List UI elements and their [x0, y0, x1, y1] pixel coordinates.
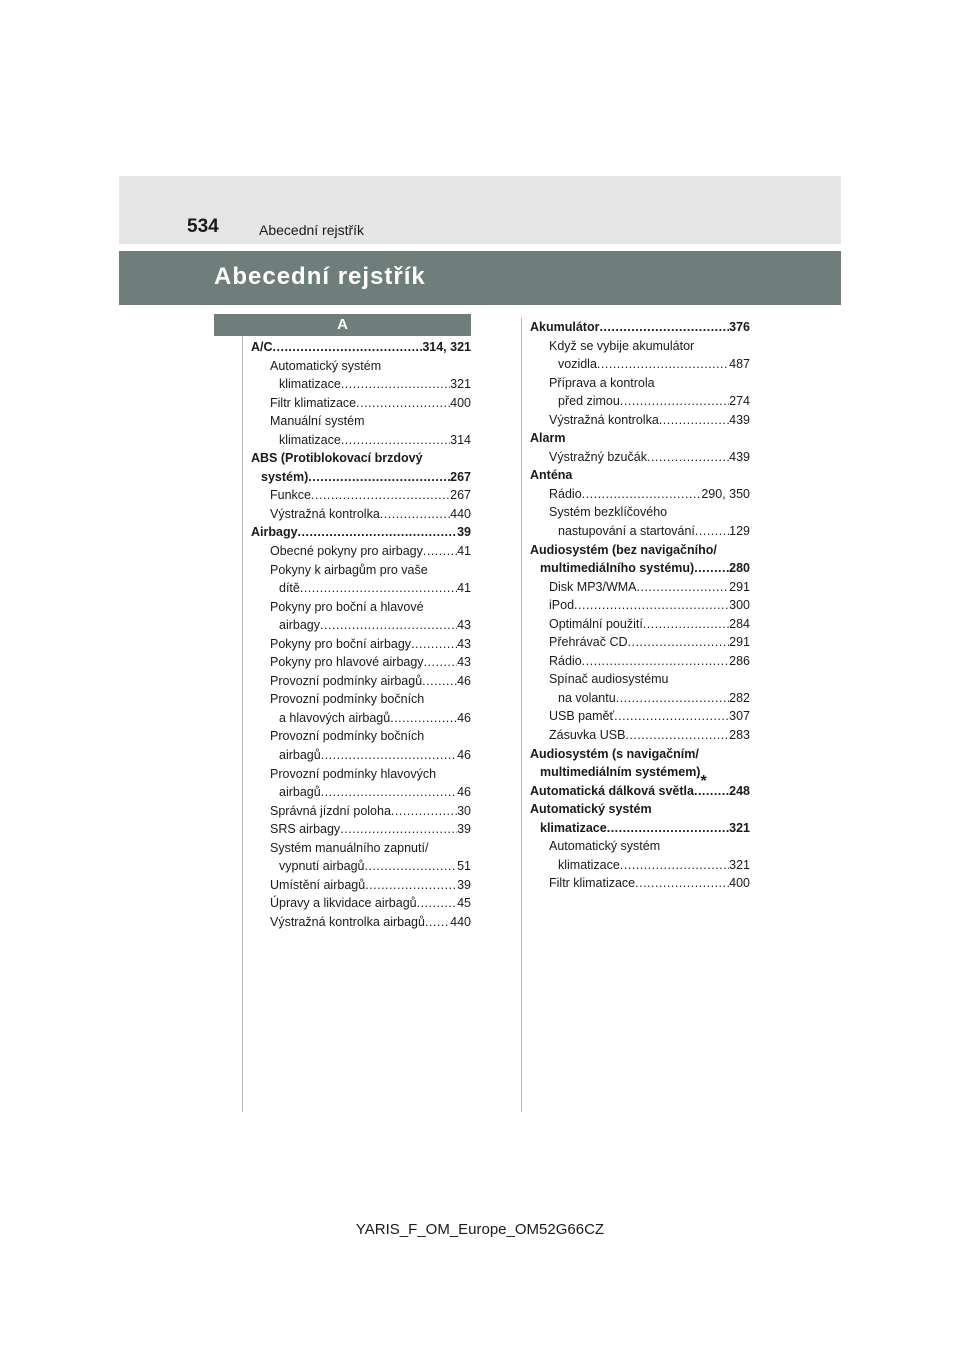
- entry-text: Automatický systém: [549, 839, 661, 854]
- dot-leader: [574, 596, 729, 615]
- entry-page-number: 39: [457, 525, 471, 540]
- entry-page-number: 280: [729, 561, 750, 576]
- dot-leader: [620, 856, 729, 875]
- index-entry: [251, 876, 471, 895]
- letter-heading: A: [337, 316, 348, 333]
- entry-text: airbagy: [279, 618, 320, 633]
- entry-text: ABS (Protiblokovací brzdový: [251, 451, 423, 466]
- index-entry: [251, 672, 471, 691]
- entry-text: Provozní podmínky bočních: [270, 729, 425, 744]
- entry-text: multimediálním systémem): [540, 765, 701, 780]
- index-entry-label: [530, 466, 750, 485]
- entry-page-number: 267: [450, 469, 471, 484]
- entry-text: Akumulátor: [530, 320, 600, 334]
- entry-page-number: 46: [457, 673, 471, 688]
- entry-text: Zásuvka USB: [549, 728, 626, 743]
- entry-page-number: 282: [729, 690, 750, 705]
- dot-leader: [298, 523, 458, 542]
- dot-leader: [364, 857, 457, 876]
- dot-leader: [616, 689, 729, 708]
- index-entry: [251, 394, 471, 413]
- entry-page-number: 30: [457, 803, 471, 818]
- entry-page-number: 43: [457, 655, 471, 670]
- index-entry: [251, 375, 471, 394]
- entry-text: Pokyny pro boční a hlavové: [270, 599, 424, 614]
- entry-text: iPod: [549, 598, 575, 613]
- index-entry-label: [530, 800, 750, 819]
- dot-leader: [411, 635, 457, 654]
- index-entry: [530, 522, 750, 541]
- index-entry: [251, 338, 471, 357]
- dot-leader: [390, 709, 457, 728]
- entry-page-number: 400: [450, 395, 471, 410]
- entry-text: Audiosystém (bez navigačního/: [530, 542, 717, 557]
- index-entry: [251, 802, 471, 821]
- index-entry: [251, 709, 471, 728]
- entry-text: Automatická dálková světla: [530, 783, 694, 798]
- index-entry-label: multimediálním systémem) *: [540, 765, 707, 790]
- dot-leader: [607, 819, 729, 838]
- entry-text: Audiosystém (s navigačním/: [530, 746, 699, 761]
- index-entry: [530, 726, 750, 745]
- index-entry: [251, 579, 471, 598]
- index-entry: [251, 913, 471, 932]
- index-entry: [530, 411, 750, 430]
- entry-text: Airbagy: [251, 525, 298, 540]
- document-code: YARIS_F_OM_Europe_OM52G66CZ: [355, 1221, 605, 1238]
- entry-text: nastupování a startování: [558, 524, 695, 539]
- entry-text: Systém bezklíčového: [549, 505, 668, 520]
- entry-text: Pokyny k airbagům pro vaše: [270, 562, 428, 577]
- dot-leader: [423, 542, 457, 561]
- entry-page-number: 286: [729, 653, 750, 668]
- entry-page-number: 307: [729, 709, 750, 724]
- index-entry-label: [251, 839, 471, 858]
- dot-leader: [341, 375, 450, 394]
- entry-text: před zimou: [558, 394, 620, 409]
- entry-text: Obecné pokyny pro airbagy: [270, 544, 423, 559]
- entry-page-number: 400: [729, 876, 750, 891]
- entry-text: SRS airbagy: [270, 822, 341, 837]
- entry-text: Rádio: [549, 486, 582, 501]
- entry-page-number: 440: [450, 506, 471, 521]
- index-entry: [530, 559, 750, 578]
- entry-text: klimatizace: [558, 857, 620, 872]
- entry-page-number: 291: [729, 635, 750, 650]
- index-entry: [251, 820, 471, 839]
- index-entry: [530, 578, 750, 597]
- dot-leader: [614, 707, 729, 726]
- entry-page-number: 267: [450, 488, 471, 503]
- entry-page-number: 439: [729, 449, 750, 464]
- index-entry: [530, 448, 750, 467]
- dot-leader: [425, 913, 450, 932]
- entry-text: A/C: [251, 340, 273, 354]
- index-entry-label: [251, 727, 471, 746]
- entry-page-number: 291: [729, 579, 750, 594]
- dot-leader: [365, 876, 457, 895]
- page-title: Abecední rejstřík: [214, 263, 426, 290]
- entry-page-number: 41: [457, 544, 471, 559]
- index-entry: [530, 689, 750, 708]
- index-entry: [251, 857, 471, 876]
- entry-page-number: 45: [457, 896, 471, 911]
- index-entry: [251, 894, 471, 913]
- index-entry: [530, 652, 750, 671]
- entry-text: Optimální použití: [549, 616, 643, 631]
- index-entry-label: [530, 837, 750, 856]
- dot-leader: [308, 468, 450, 487]
- dot-leader: [635, 874, 729, 893]
- dot-leader: [320, 616, 457, 635]
- entry-text: Příprava a kontrola: [549, 375, 655, 390]
- entry-text: klimatizace: [279, 377, 341, 392]
- dot-leader: [356, 394, 450, 413]
- entry-text: Spínač audiosystému: [549, 672, 669, 687]
- dot-leader: [597, 355, 729, 374]
- index-entry-label: [251, 561, 471, 580]
- index-entry: [251, 486, 471, 505]
- index-entry: [251, 431, 471, 450]
- entry-text: Výstražný bzučák: [549, 449, 647, 464]
- index-entry: [530, 485, 750, 504]
- entry-text: Alarm: [530, 431, 566, 446]
- entry-page-number: 274: [729, 394, 750, 409]
- entry-text: Když se vybije akumulátor: [549, 338, 695, 353]
- entry-page-number: 321: [450, 377, 471, 392]
- index-entry-label: [251, 357, 471, 376]
- index-entry-label: [530, 374, 750, 393]
- entry-text: Automatický systém: [530, 802, 652, 817]
- dot-leader: [659, 411, 729, 430]
- index-entry: [251, 616, 471, 635]
- entry-text: Automatický systém: [270, 358, 382, 373]
- index-entry: [530, 355, 750, 374]
- entry-page-number: 46: [457, 748, 471, 763]
- entry-page-number: 283: [729, 728, 750, 743]
- dot-leader: [422, 672, 457, 691]
- index-entry: [251, 746, 471, 765]
- entry-text: Pokyny pro hlavové airbagy: [270, 655, 424, 670]
- entry-text: Manuální systém: [270, 414, 365, 429]
- index-entry-label: [251, 449, 471, 468]
- entry-page-number: 314, 321: [422, 340, 471, 354]
- dot-leader: [300, 579, 457, 598]
- entry-text: vozidla: [558, 357, 597, 372]
- dot-leader: [694, 782, 729, 801]
- dot-leader: [340, 820, 457, 839]
- index-entry: [251, 635, 471, 654]
- entry-page-number: 300: [729, 598, 750, 613]
- dot-leader: [637, 578, 730, 597]
- entry-page-number: 39: [457, 822, 471, 837]
- entry-page-number: 39: [457, 877, 471, 892]
- dot-leader: [380, 505, 450, 524]
- entry-text: na volantu: [558, 690, 616, 705]
- index-entry: [530, 633, 750, 652]
- index-entry: [530, 856, 750, 875]
- index-entry: [530, 819, 750, 838]
- entry-text: dítě: [279, 581, 300, 596]
- dot-leader: [625, 726, 729, 745]
- entry-text: Úpravy a likvidace airbagů: [270, 896, 417, 911]
- entry-text: Systém manuálního zapnutí/: [270, 840, 429, 855]
- entry-text: multimediálního systému): [540, 561, 695, 576]
- entry-page-number: 129: [729, 524, 750, 539]
- index-entry: [251, 505, 471, 524]
- entry-page-number: 41: [457, 581, 471, 596]
- entry-page-number: 439: [729, 412, 750, 427]
- dot-leader: [695, 522, 729, 541]
- dot-leader: [321, 746, 457, 765]
- entry-text: airbagů: [279, 748, 321, 763]
- index-entry: [530, 318, 750, 337]
- header-section-title: Abecední rejstřík: [259, 222, 365, 238]
- entry-text: Výstražná kontrolka airbagů: [270, 914, 425, 929]
- entry-text: Disk MP3/WMA: [549, 579, 637, 594]
- dot-leader: [417, 894, 457, 913]
- index-entry: [251, 523, 471, 542]
- entry-text: Přehrávač CD: [549, 635, 628, 650]
- entry-text: Umístění airbagů: [270, 877, 366, 892]
- entry-page-number: 248: [729, 783, 750, 798]
- entry-text: a hlavových airbagů: [279, 710, 391, 725]
- entry-text: Rádio: [549, 653, 582, 668]
- dot-leader: [628, 633, 730, 652]
- entry-text: Funkce: [270, 488, 311, 503]
- index-entry-label: [251, 765, 471, 784]
- dot-leader: [643, 615, 729, 634]
- column-rule-right: [521, 318, 522, 1112]
- entry-page-number: 51: [457, 859, 471, 874]
- dot-leader: [321, 783, 457, 802]
- header-band: [119, 176, 841, 244]
- index-entry: [530, 874, 750, 893]
- entry-text: Filtr klimatizace: [549, 876, 636, 891]
- page-number: 534: [187, 216, 219, 237]
- entry-page-number: 46: [457, 785, 471, 800]
- index-column-left: [251, 338, 471, 932]
- entry-page-number: 43: [457, 618, 471, 633]
- entry-page-number: 487: [729, 357, 750, 372]
- entry-text: vypnutí airbagů: [279, 859, 365, 874]
- dot-leader: [582, 652, 729, 671]
- dot-leader: [273, 338, 423, 357]
- dot-leader: [647, 448, 729, 467]
- entry-text: Výstražná kontrolka: [549, 412, 659, 427]
- index-entry-label: [530, 429, 750, 448]
- entry-page-number: 440: [450, 914, 471, 929]
- index-entry: [530, 782, 750, 801]
- dot-leader: [424, 653, 458, 672]
- entry-text: Výstražná kontrolka: [270, 506, 380, 521]
- entry-text: systém): [261, 469, 309, 484]
- entry-text: Filtr klimatizace: [270, 395, 357, 410]
- entry-text: airbagů: [279, 785, 321, 800]
- index-entry: [530, 707, 750, 726]
- index-column-right: [530, 318, 750, 893]
- index-entry: [251, 542, 471, 561]
- index-entry: [251, 653, 471, 672]
- entry-text: Provozní podmínky hlavových: [270, 766, 437, 781]
- dot-leader: [599, 318, 729, 337]
- dot-leader: [694, 559, 729, 578]
- entry-text: Anténa: [530, 468, 573, 483]
- entry-page-number: 43: [457, 636, 471, 651]
- index-entry: [251, 783, 471, 802]
- dot-leader: [311, 486, 450, 505]
- index-entry: [530, 596, 750, 615]
- index-entry-label: [530, 503, 750, 522]
- entry-page-number: 46: [457, 710, 471, 725]
- entry-page-number: 321: [729, 857, 750, 872]
- entry-text: klimatizace: [540, 820, 607, 835]
- entry-page-number: 284: [729, 616, 750, 631]
- index-entry-label: [530, 541, 750, 560]
- entry-text: Správná jízdní poloha: [270, 803, 391, 818]
- dot-leader: [341, 431, 450, 450]
- entry-page-number: 314: [450, 432, 471, 447]
- entry-text: Provozní podmínky bočních: [270, 692, 425, 707]
- index-entry-label: [530, 745, 750, 764]
- index-entry: [530, 615, 750, 634]
- index-entry-label: [530, 337, 750, 356]
- letter-heading-bar: [214, 314, 471, 336]
- index-entry-label: [251, 598, 471, 617]
- dot-leader: [582, 485, 702, 504]
- entry-text: USB paměť: [549, 709, 615, 724]
- index-entry: [251, 468, 471, 487]
- index-entry-label: [251, 412, 471, 431]
- dot-leader: [391, 802, 457, 821]
- entry-page-number: 376: [729, 320, 750, 334]
- index-entry-label: [530, 670, 750, 689]
- index-entry-label: [251, 690, 471, 709]
- entry-text: Pokyny pro boční airbagy: [270, 636, 412, 651]
- column-rule-left: [242, 336, 243, 1112]
- entry-text: Provozní podmínky airbagů: [270, 673, 423, 688]
- entry-page-number: 290, 350: [701, 486, 750, 501]
- entry-page-number: 321: [729, 820, 750, 835]
- dot-leader: [620, 392, 729, 411]
- index-entry: [530, 392, 750, 411]
- entry-text: klimatizace: [279, 432, 341, 447]
